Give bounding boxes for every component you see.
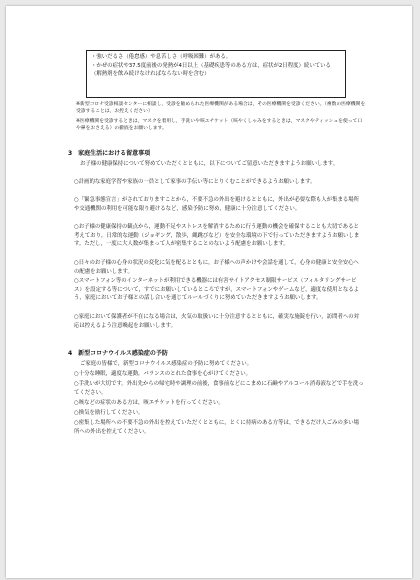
box-line-1: ・強いだるさ（倦怠感）や息苦しさ（呼吸困難）がある。 — [91, 54, 232, 60]
section-4-intro: ご家庭の皆様で，新型コロナウイルス感染症の予防に努めてください。 — [80, 361, 253, 367]
note-1: ※新型コロナ受診相談センターに相談し，受診を勧められた医療機関がある場合は，その医療機関を受診ください。（複数の医療機関を受診することは，お控えください） — [76, 102, 366, 114]
section-4-item-5: ○密集した場所への不要不急の外出を控えていただくとともに，とくに持病のある方等は，できるだけ人ごみの多い場所への外出を控えてください。 — [74, 420, 360, 435]
section-3-item-3: ○お子様の健康保持の観点から，運動不足やストレスを解消するために行う運動の機会を確保することも大切であると考えており，日常的な運動（ジョギング，散歩，縄跳びなど）を安全な環境の下で行っていただきますようお願いします。ただし，一度に大人数が集まって人が密集することのないよう配慮をお願いします。 — [74, 224, 360, 248]
section-3-item-5: ○スマートフォン等のインターネットが利用できる機器には有害サイトアクセス制限サービス（フィルタリングサービス）を設定する等について，すでにお願いしているところですが，スマートフォンやゲームなど，適度な使用となるよう，家庭においてお子様との話し合いを通じてルールづくりに努めていただきますようお願いします。 — [74, 278, 360, 302]
section-3-item-1: ○計画的な家庭学習や家族の一員として家事の手伝い等にとりくむことができるようお願いします。 — [74, 179, 316, 185]
section-4-item-2: ○手洗いが大切です。外出先からの帰宅時や調理の前後，食事前などにこまめに石鹸やアルコール消毒液などで手を洗ってください。 — [74, 381, 364, 396]
box-line-2: ・かぜの症状や37.5度前後の発熱が4日以上（基礎疾患等のある方は，症状が2日程度）続いている（解熱剤を飲み続けなければならない時を含む） — [91, 63, 331, 77]
section-3-item-4: ○日々のお子様の心身の状況の変化に気を配るとともに，お子様への声かけや会話を通して，心身の健康と安全安心への配慮をお願いします。 — [74, 260, 359, 275]
section-4-heading: 4 新型コロナウイルス感染症の予防 — [68, 350, 168, 357]
symptom-box — [86, 50, 346, 98]
document-page — [6, 6, 412, 578]
section-3-intro: お子様の健康保持について努めていただくとともに，以下についてご留意いただきますようお願いします。 — [80, 161, 339, 167]
section-4-item-4: ○換気を励行してください。 — [74, 410, 144, 416]
section-3-heading: 3 家庭生活における留意事項 — [68, 150, 151, 157]
section-4-item-1: ○十分な睡眠，適度な運動，バランスのとれた食事を心がけてください。 — [74, 371, 252, 377]
section-4-item-3: ○咳などの症状のある方は，咳エチケットを行ってください。 — [74, 400, 224, 406]
section-3-item-2: ○「緊急事態宣言」がされておりますことから，不要不急の外出を避けるとともに，外出が必要な際も人が集まる場所や交通機関の利用を可能な限り避けるなど，感染予防に努め，健康に十分注意してください。 — [74, 197, 360, 212]
note-2: ※医療機関を受診するときは，マスクを着用し，手洗いや咳エチケット（咳やくしゃみをするときは，マスクやティッシュを使って口や鼻をおさえる）の徹底をお願いします。 — [76, 119, 363, 131]
section-3-item-6: ○家庭において保護者が不在になる場合は，火気の取扱いに十分注意するとともに，確実な施錠を行い，訪問者への対応は控えるよう注意喚起をお願いします。 — [74, 314, 360, 329]
